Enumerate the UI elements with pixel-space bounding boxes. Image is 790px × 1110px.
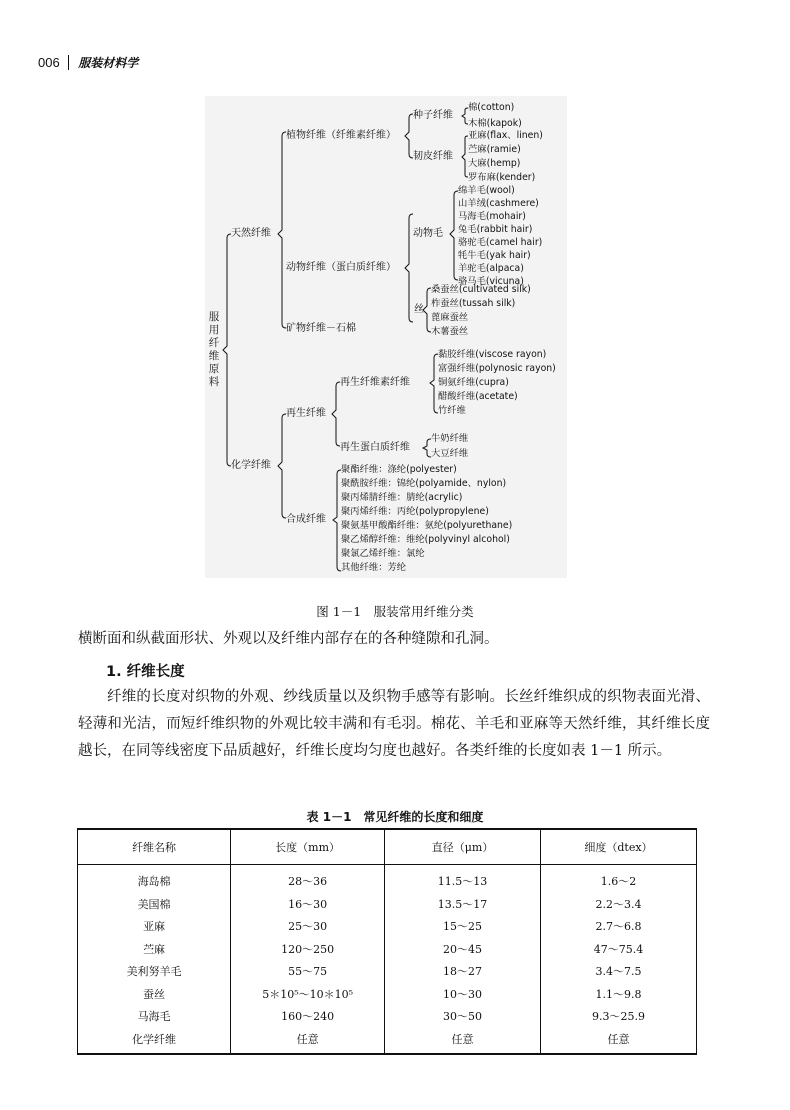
label-milk: 牛奶纤维 [431,433,469,444]
label-polyester: 聚酯纤维：涤纶(polyester) [341,464,457,475]
table-caption: 表 1－1 常见纤维的长度和细度 [306,810,484,824]
table-cell: 美国棉 [78,893,231,916]
label-silk: 丝 [414,304,424,315]
table-cell: 9.3～25.9 [540,1005,696,1028]
label-cassava: 木薯蚕丝 [431,326,469,337]
label-yak: 牦牛毛(yak hair) [458,250,531,261]
table-row [78,1028,697,1055]
table-cell: 任意 [231,1028,385,1055]
table-cell: 13.5～17 [385,893,541,916]
label-cotton: 棉(cotton) [468,102,515,113]
table-cell: 55～75 [231,960,385,983]
table-cell: 47～75.4 [540,938,696,961]
label-nylon: 聚酰胺纤维：锦纶(polyamide、nylon) [341,478,507,489]
fiber-classification-diagram [205,96,567,578]
label-cashmere: 山羊绒(cashmere) [458,198,539,209]
header-divider [68,55,70,70]
label-polyurethane: 聚氨基甲酸酯纤维：氨纶(polyurethane) [341,520,513,531]
label-regen-protein: 再生蛋白质纤维 [340,442,410,453]
label-regen: 再生纤维 [286,408,326,419]
label-polynosic: 富强纤维(polynosic rayon) [438,363,556,374]
label-animal: 动物纤维（蛋白质纤维） [286,262,396,273]
table-row [78,1005,697,1028]
table-cell: 160～240 [231,1005,385,1028]
table-cell: 马海毛 [78,1005,231,1028]
table-cell: 化学纤维 [78,1028,231,1055]
label-acrylic: 聚丙烯腈纤维：腈纶(acrylic) [341,492,463,503]
book-title: 服装材料学 [78,56,139,70]
page-header [38,54,138,71]
label-synthetic: 合成纤维 [286,514,326,525]
label-cupra: 铜氨纤维(cupra) [438,377,509,388]
label-hemp: 大麻(hemp) [468,158,521,169]
root-label: 服用纤维原料 [208,311,220,388]
table-cell: 海岛棉 [78,865,231,893]
label-chemical: 化学纤维 [231,460,271,471]
label-flax: 亚麻(flax、linen) [468,130,543,141]
table-row [78,960,697,983]
label-hair: 动物毛 [413,228,443,239]
label-other: 其他纤维：芳纶 [341,562,407,573]
label-kender: 罗布麻(kender) [468,172,536,183]
table-cell: 20～45 [385,938,541,961]
table-cell: 亚麻 [78,915,231,938]
table-cell: 苎麻 [78,938,231,961]
label-castor: 蓖麻蚕丝 [431,312,469,323]
label-mohair: 马海毛(mohair) [458,211,526,222]
label-acetate: 醋酸纤维(acetate) [438,391,518,402]
section-heading: 1. 纤维长度 [106,664,185,680]
label-tussah: 柞蚕丝(tussah silk) [431,298,516,309]
label-bast: 韧皮纤维 [413,151,453,162]
label-pvc: 聚氯乙烯纤维：氯纶 [341,548,425,559]
table-cell: 120～250 [231,938,385,961]
table-cell: 16～30 [231,893,385,916]
table-row [78,938,697,961]
label-soybean: 大豆纤维 [431,448,469,459]
table-cell: 3.4～7.5 [540,960,696,983]
table-cell: 11.5～13 [385,865,541,893]
table-cell: 任意 [540,1028,696,1055]
table-cell: 28～36 [231,865,385,893]
fiber-length-table [77,828,697,1055]
table-row [78,915,697,938]
label-mineral: 矿物纤维－石棉 [286,323,356,334]
label-rabbit: 兔毛(rabbit hair) [458,224,533,235]
label-regen-cellulose: 再生纤维素纤维 [340,377,410,388]
table-cell: 10～30 [385,983,541,1006]
label-plant: 植物纤维（纤维素纤维） [286,130,396,141]
label-vicuna: 骆马毛(vicuna) [458,276,524,287]
page-number: 006 [38,55,60,70]
figure-caption: 图 1－1 服装常用纤维分类 [316,604,474,619]
header-cell: 纤维名称 [78,829,231,865]
header-cell: 直径（μm） [385,829,541,865]
table-cell: 1.6～2 [540,865,696,893]
table-header-row [78,829,697,865]
label-polypropylene: 聚丙烯纤维：丙纶(polypropylene) [341,506,489,517]
label-viscose: 黏胶纤维(viscose rayon) [438,349,547,360]
table-cell: 15～25 [385,915,541,938]
table-cell: 2.2～3.4 [540,893,696,916]
table-cell: 2.7～6.8 [540,915,696,938]
table-cell: 18～27 [385,960,541,983]
table-cell: 1.1～9.8 [540,983,696,1006]
paragraph: 横断面和纵截面形状、外观以及纤维内部存在的各种缝隙和孔洞。 [78,631,499,647]
label-pva: 聚乙烯醇纤维：维纶(polyvinyl alcohol) [341,534,510,545]
label-kapok: 木棉(kapok) [468,118,522,129]
table-row [78,893,697,916]
label-camel: 骆驼毛(camel hair) [458,237,543,248]
table-cell: 25～30 [231,915,385,938]
paragraph: 纤维的长度对织物的外观、纱线质量以及织物手感等有影响。长丝纤维织成的织物表面光滑、轻薄和光洁，而短纤维织物的外观比较丰满和有毛羽。棉花、羊毛和亚麻等天然纤维，其纤维长度越长，在同等线密度下品质越好，纤维长度均匀度也越好。各类纤维的长度如表 1－1 所示。 [78,689,710,759]
table-cell: 5＊10⁵～10＊10⁵ [231,983,385,1006]
table-cell: 30～50 [385,1005,541,1028]
label-bamboo: 竹纤维 [438,405,466,416]
label-natural: 天然纤维 [231,228,271,239]
label-seed: 种子纤维 [413,110,453,121]
table-cell: 美利努羊毛 [78,960,231,983]
label-ramie: 苎麻(ramie) [468,144,521,155]
table-cell: 任意 [385,1028,541,1055]
table-cell: 蚕丝 [78,983,231,1006]
header-cell: 细度（dtex） [540,829,696,865]
label-wool: 绵羊毛(wool) [458,185,515,196]
table-row [78,983,697,1006]
label-cultivated: 桑蚕丝(cultivated silk) [431,284,531,295]
header-cell: 长度（mm） [231,829,385,865]
label-alpaca: 羊驼毛(alpaca) [458,263,524,274]
table-row [78,865,697,893]
